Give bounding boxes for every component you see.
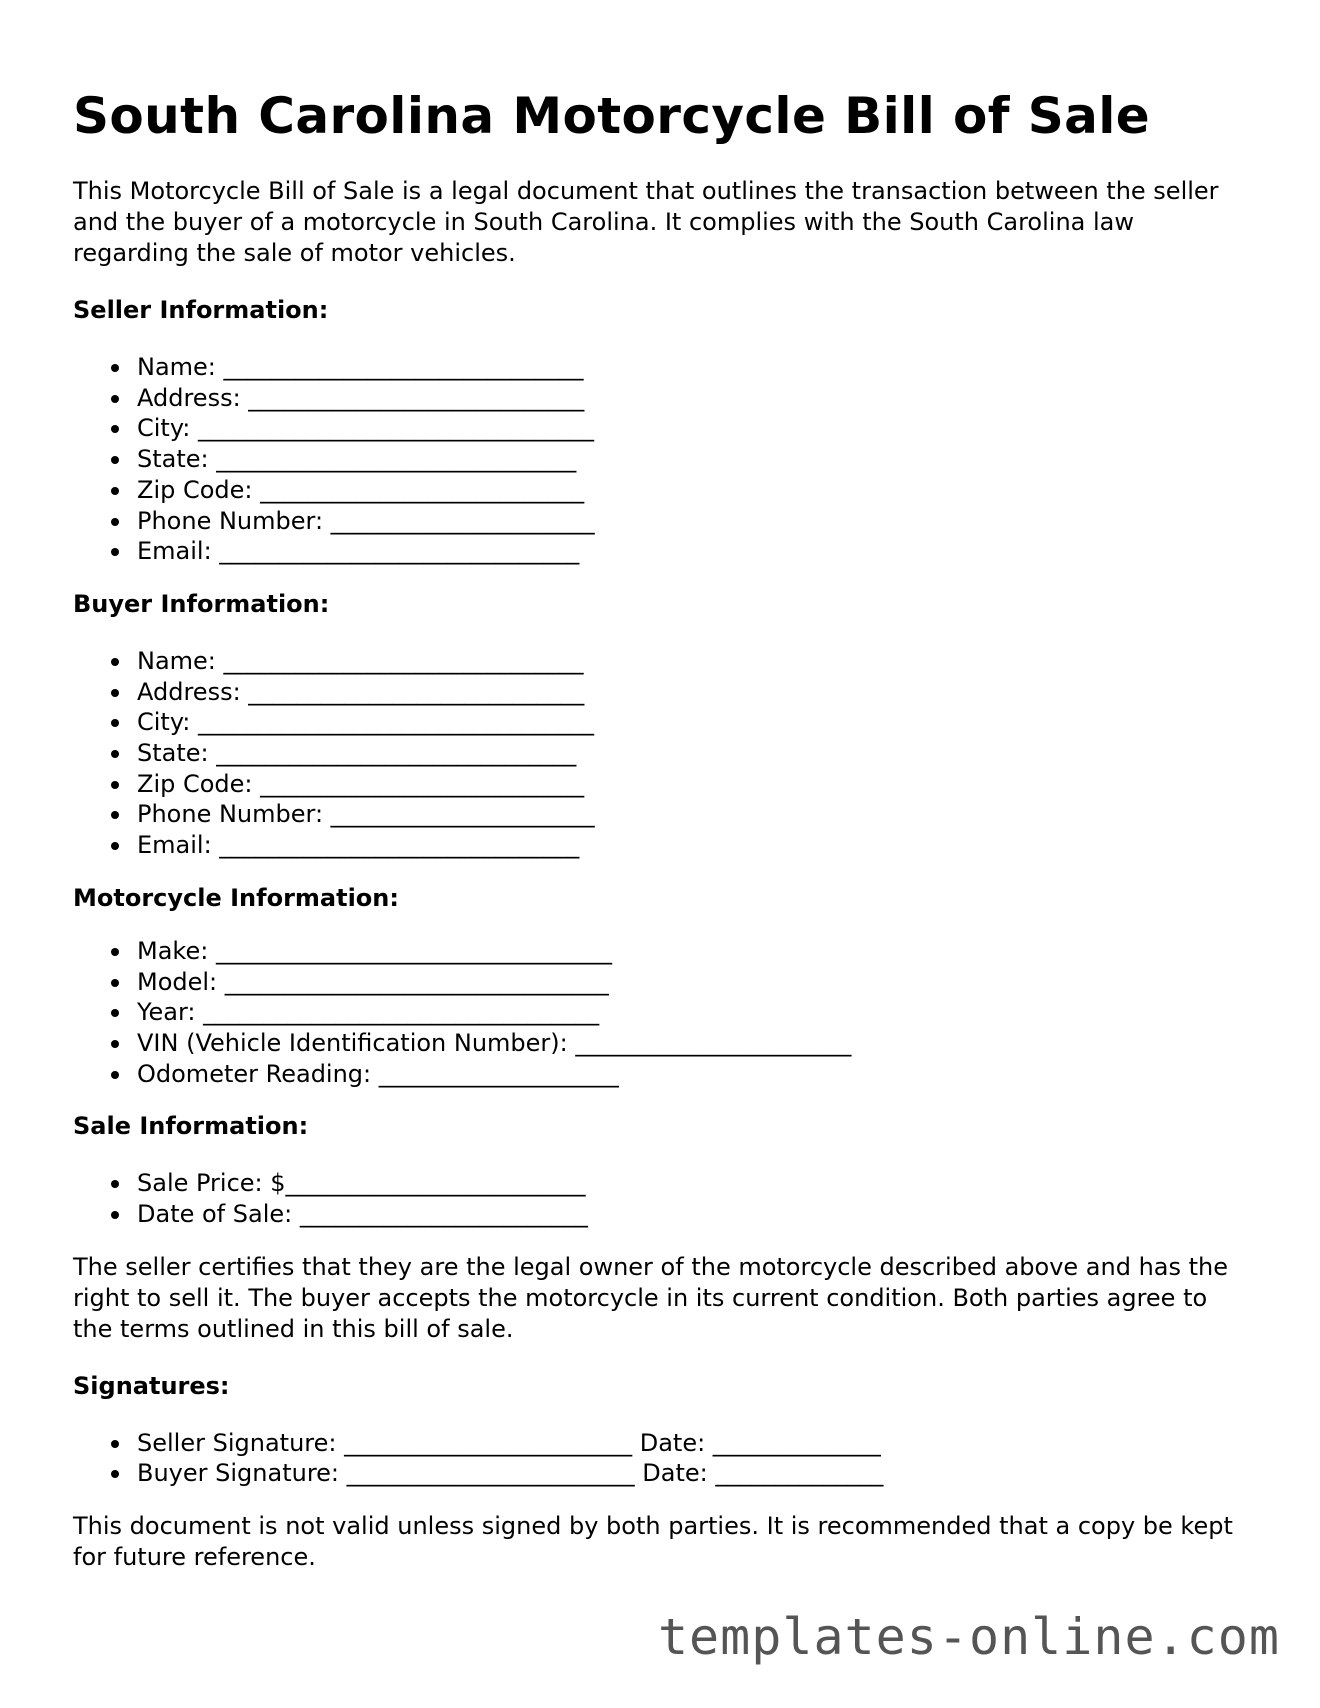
buyer-email-field: Email: ______________________________	[137, 830, 1253, 861]
seller-phone-field: Phone Number: ______________________	[137, 506, 1253, 537]
buyer-address-field: Address: ____________________________	[137, 677, 1253, 708]
motorcycle-vin-field: VIN (Vehicle Identification Number): _______________________	[137, 1028, 1253, 1059]
motorcycle-heading: Motorcycle Information:	[73, 883, 399, 912]
sale-heading: Sale Information:	[73, 1112, 309, 1141]
signatures-list	[73, 1428, 1253, 1489]
buyer-fields-list	[73, 646, 1253, 861]
seller-fields-list	[73, 352, 1253, 567]
watermark-text: templates-online.com	[657, 1608, 1280, 1666]
motorcycle-year-field: Year: _________________________________	[137, 997, 1253, 1028]
buyer-name-field: Name: ______________________________	[137, 646, 1253, 677]
motorcycle-odometer-field: Odometer Reading: ____________________	[137, 1059, 1253, 1090]
buyer-signature-field: Buyer Signature: ________________________ Date: ______________	[137, 1458, 1253, 1489]
signatures-heading: Signatures:	[73, 1371, 230, 1400]
seller-email-field: Email: ______________________________	[137, 536, 1253, 567]
certification-paragraph: The seller certifies that they are the legal owner of the motorcycle described above and has the right to sell it. The buyer accepts the motorcycle in its current condition. Both parties agree to the terms outlined in this bill of sale.	[73, 1252, 1229, 1343]
intro-paragraph: This Motorcycle Bill of Sale is a legal document that outlines the transaction between the seller and the buyer of a motorcycle in South Carolina. It complies with the South Carolina law regarding the sale of motor vehicles.	[73, 177, 1219, 267]
motorcycle-fields-list	[73, 936, 1253, 1090]
buyer-city-field: City: _________________________________	[137, 707, 1253, 738]
seller-heading: Seller Information:	[73, 296, 329, 324]
seller-zip-field: Zip Code: ___________________________	[137, 475, 1253, 506]
seller-city-field: City: _________________________________	[137, 413, 1253, 444]
seller-signature-field: Seller Signature: ________________________ Date: ______________	[137, 1428, 1253, 1459]
buyer-state-field: State: ______________________________	[137, 738, 1253, 769]
footer-note: This document is not valid unless signed by both parties. It is recommended that a copy be kept for future reference.	[73, 1512, 1233, 1572]
seller-state-field: State: ______________________________	[137, 444, 1253, 475]
seller-name-field: Name: ______________________________	[137, 352, 1253, 383]
sale-price-field: Sale Price: $_________________________	[137, 1168, 1253, 1199]
buyer-zip-field: Zip Code: ___________________________	[137, 769, 1253, 800]
motorcycle-model-field: Model: ________________________________	[137, 967, 1253, 998]
buyer-heading: Buyer Information:	[73, 589, 330, 618]
document-title: South Carolina Motorcycle Bill of Sale	[73, 87, 1151, 145]
motorcycle-make-field: Make: _________________________________	[137, 936, 1253, 967]
document-page	[73, 86, 1253, 1573]
sale-date-field: Date of Sale: ________________________	[137, 1199, 1253, 1230]
buyer-phone-field: Phone Number: ______________________	[137, 799, 1253, 830]
sale-fields-list	[73, 1168, 1253, 1229]
seller-address-field: Address: ____________________________	[137, 383, 1253, 414]
